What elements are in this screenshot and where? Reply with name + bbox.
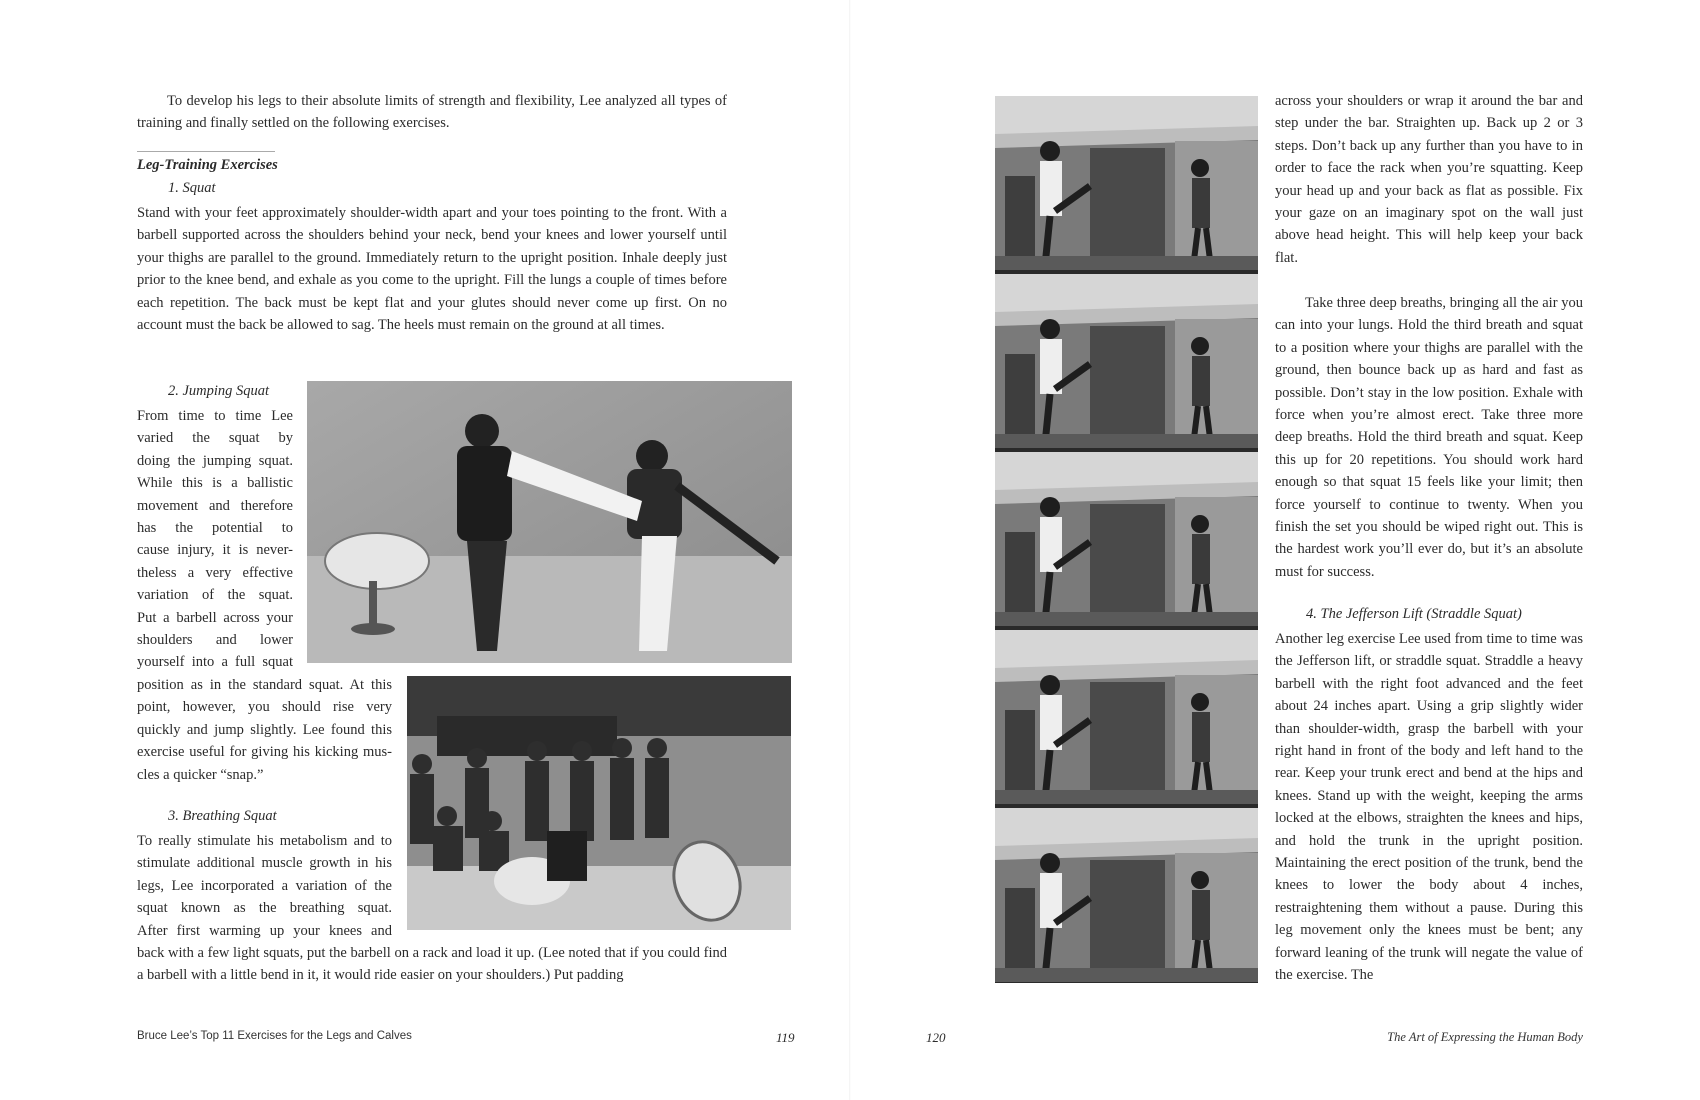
jefferson-lift-paragraph: Another leg exercise Lee used from time to time was the Jefferson lift, or straddle squat. Straddle a heavy barbell with the right foot advanced and the feet about 24 inches apart. Using a grip slightly wider than shoulder-width, grasp the barbell with your right hand in front of the body and left hand to the rear. Keep your trunk erect and bend at the hips and knees. Stand up with the weight, keeping the arms locked at the elbows, straighten the knees and hips, and hold the trunk in the upright position. Maintaining the erect position of the trunk, bend the knees to lower the body about 4 inches, restraightening them without a pause. During this leg movement only the knees must be bent; any forward leaning of the trunk will negate the value of the exercise. The — [1275, 631, 1583, 984]
line: quickly and jump slightly. Lee found this — [137, 721, 392, 738]
breathing-squat-narrow-text — [137, 830, 392, 942]
line: cles a quicker “snap.” — [137, 766, 264, 783]
jumping-squat-heading: 2. Jumping Squat — [168, 383, 270, 399]
line: While this is a ballistic — [137, 475, 293, 492]
right-page — [850, 0, 1700, 1100]
line: doing the jumping squat. — [137, 452, 293, 469]
kick-demonstration-photo — [307, 381, 792, 663]
line: exercise useful for giving his kicking mus- — [137, 744, 392, 761]
line: From time to time Lee — [137, 408, 293, 424]
jumping-squat-narrow-text — [137, 405, 293, 674]
line: variation of the squat. — [137, 587, 293, 604]
line: stimulate additional muscle growth in his — [137, 855, 392, 872]
line: squat known as the breathing squat. — [137, 900, 392, 917]
right-page-number: 120 — [926, 1030, 946, 1045]
kick-sequence-photo-strip — [995, 96, 1258, 983]
breathing-squat-heading: 3. Breathing Squat — [168, 808, 277, 824]
jumping-squat-wide-text — [137, 674, 392, 786]
line: After first warming up your knees and — [137, 922, 392, 939]
left-page-number: 119 — [776, 1030, 795, 1045]
line: cause injury, it is never- — [137, 542, 293, 559]
line: Put a barbell across your — [137, 609, 293, 626]
line: yourself into a full squat — [137, 654, 293, 671]
line: position as in the standard squat. At this — [137, 677, 392, 693]
line: shoulders and lower — [137, 632, 293, 649]
line: theless a very effective — [137, 564, 293, 581]
left-footer: Bruce Lee’s Top 11 Exercises for the Legs and Calves — [137, 1030, 412, 1042]
breathing-squat-continued: back with a few light squats, put the barbell on a rack and load it up. (Lee noted that if you could find a barbell with a little bend in it, it would ride easier on your shoulders.) Put padding — [137, 945, 727, 984]
intro-paragraph: To develop his legs to their absolute limits of strength and flexibility, Lee analyzed all types of training and finally settled on the following exercises. — [137, 93, 727, 132]
line: has the potential to — [137, 520, 293, 537]
line: varied the squat by — [137, 430, 293, 447]
section-rule — [137, 151, 275, 152]
audience-photo — [407, 676, 791, 930]
line: point, however, you should rise very — [137, 699, 392, 716]
jefferson-lift-heading: 4. The Jefferson Lift (Straddle Squat) — [1306, 606, 1522, 622]
squat-heading: 1. Squat — [168, 180, 216, 196]
squat-paragraph: Stand with your feet approximately shoulder-width apart and your toes pointing to the front. With a barbell supported across the shoulders behind your neck, bend your knees and lower yourself until your thighs are parallel to the ground. Immediately return to the upright position. Inhale deeply just prior to the knee bend, and exhale as you come to the upright. Fill the lungs a couple of times before each repetition. The back must be kept flat and your glutes should never come up first. On no account must the back be allowed to sag. The heels must remain on the ground at all times. — [137, 205, 727, 334]
right-paragraph-2: Take three deep breaths, bringing all the air you can into your lungs. Hold the third breath and squat to a position where your thighs are parallel with the ground, then bounce back up as hard and fast as possible. Don’t stay in the low position. Exhale with force when you’re almost erect. Take three more deep breaths. Hold the third breath and squat. Keep this up for 20 repetitions. You should work hard enough so that squat 15 feels like your limit; then force yourself to continue to twenty. When you finish the set you should be wiped right out. This is the hardest work you’ll ever do, but it’s an absolute must for success. — [1275, 295, 1583, 580]
right-footer: The Art of Expressing the Human Body — [1387, 1030, 1583, 1044]
line: movement and therefore — [137, 497, 293, 514]
right-paragraph-1: across your shoulders or wrap it around the bar and step under the bar. Straighten up. Back up 2 or 3 steps. Don’t back up any further than you have to in order to face the rack when you’re squatting. Keep your head up and your back as flat as possible. Fix your gaze on an imaginary spot on the wall just above head height. This will help keep your back flat. — [1275, 93, 1583, 266]
line: legs, Lee incorporated a variation of the — [137, 877, 392, 894]
section-title: Leg-Training Exercises — [137, 157, 278, 173]
line: To really stimulate his metabolism and to — [137, 833, 392, 849]
